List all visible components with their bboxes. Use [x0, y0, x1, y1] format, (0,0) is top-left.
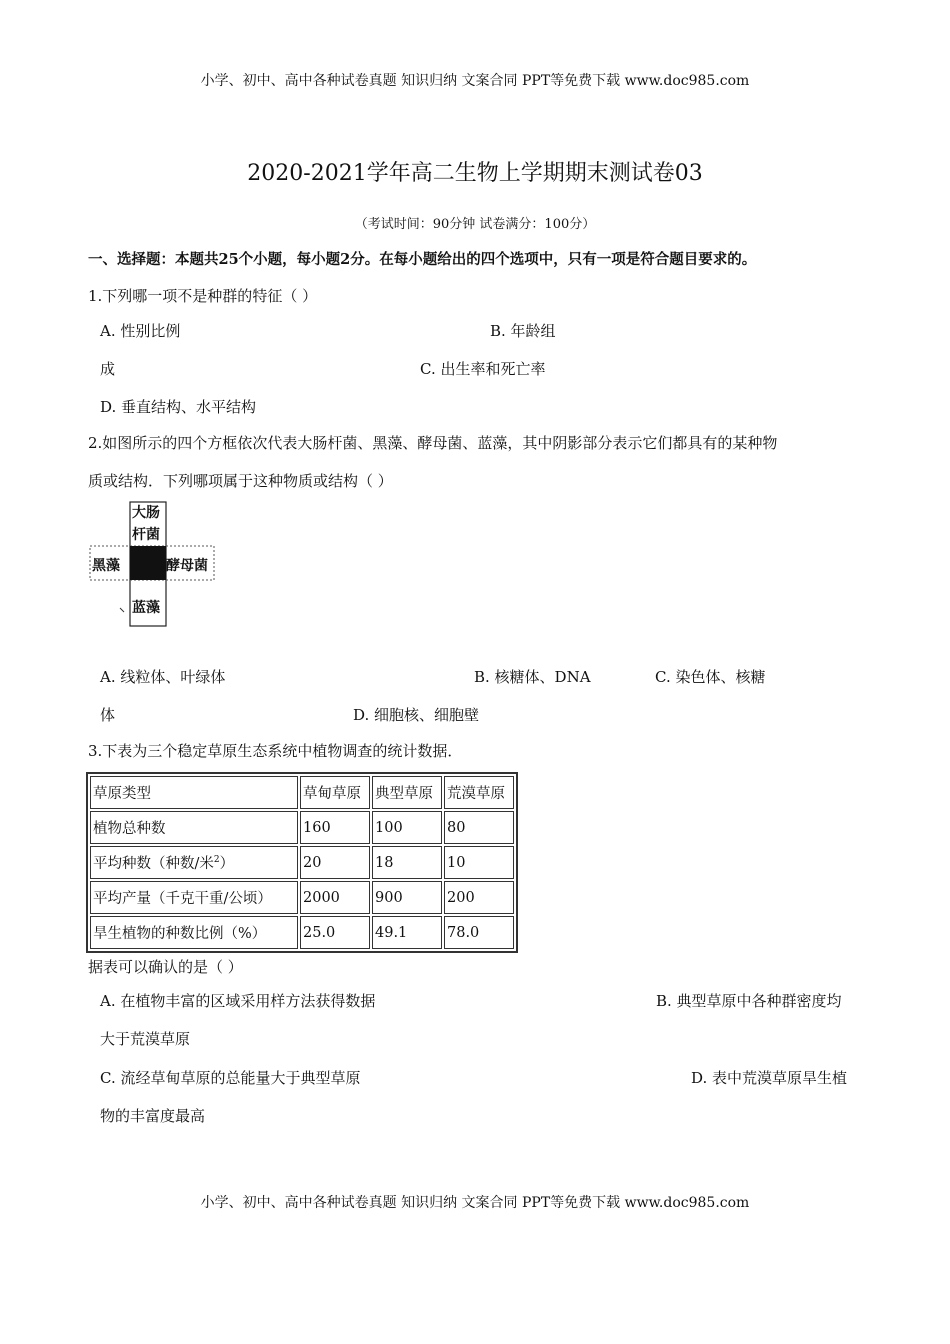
page-title: 2020-2021学年高二生物上学期期末测试卷03: [247, 161, 703, 186]
table-cell: 25.0: [300, 916, 370, 949]
table-cell: 10: [444, 846, 514, 879]
q2-stem-line1: 2.如图所示的四个方框依次代表大肠杆菌、黑藻、酵母菌、蓝藻，其中阴影部分表示它们都具有的某种物: [88, 434, 778, 452]
page-header: 小学、初中、高中各种试卷真题 知识归纳 文案合同 PPT等免费下载 www.doc985.com: [200, 73, 750, 89]
q1-option-c: C. 出生率和死亡率: [420, 360, 546, 378]
cell-text: 平均种数（种数/米: [93, 856, 214, 872]
table-cell: 100: [372, 811, 442, 844]
table-row: [90, 881, 514, 914]
q3-option-d: D. 表中荒漠草原旱生植: [691, 1069, 848, 1087]
grassland-table: [86, 772, 518, 953]
table-header-cell: 典型草原: [372, 776, 442, 809]
label-yeast: 酵母菌: [166, 558, 208, 574]
q1-stem: 1.下列哪一项不是种群的特征（ ）: [88, 287, 318, 305]
table-cell: 平均产量（千克干重/公顷）: [90, 881, 298, 914]
q3-option-b: B. 典型草原中各种群密度均: [656, 992, 842, 1010]
table-header-cell: 荒漠草原: [444, 776, 514, 809]
table-cell: 2000: [300, 881, 370, 914]
table-cell: 20: [300, 846, 370, 879]
table-header-cell: 草甸草原: [300, 776, 370, 809]
q1-option-d: D. 垂直结构、水平结构: [100, 398, 257, 416]
q3-option-d-cont: 物的丰富度最高: [100, 1107, 206, 1125]
table-cell: 160: [300, 811, 370, 844]
table-cell: [90, 846, 298, 879]
label-ecoli-1: 大肠: [132, 505, 160, 521]
q3-prompt: 据表可以确认的是（ ）: [88, 958, 243, 976]
table-cell: 49.1: [372, 916, 442, 949]
q2-option-b: B. 核糖体、DNA: [474, 668, 591, 686]
q2-option-a: A. 线粒体、叶绿体: [100, 668, 226, 686]
table-row: [90, 846, 514, 879]
table-cell: 78.0: [444, 916, 514, 949]
label-cyanobacteria: 蓝藻: [132, 600, 160, 616]
label-ecoli-2: 杆菌: [132, 527, 160, 543]
shaded-intersection: [130, 546, 166, 580]
q1-option-b: B. 年龄组: [490, 322, 556, 340]
table-cell: 900: [372, 881, 442, 914]
q1-option-a: A. 性别比例: [100, 322, 181, 340]
q3-option-c: C. 流经草甸草原的总能量大于典型草原: [100, 1069, 361, 1087]
q2-stem-line2: 质或结构．下列哪项属于这种物质或结构（ ）: [88, 472, 393, 490]
q1-option-b-cont: 成: [100, 360, 116, 378]
superscript: 2: [213, 855, 220, 866]
q3-option-a: A. 在植物丰富的区域采用样方法获得数据: [100, 992, 376, 1010]
exam-info: （考试时间：90分钟 试卷满分：100分）: [354, 217, 596, 232]
label-hydrilla: 黑藻: [92, 558, 120, 574]
q2-option-c: C. 染色体、核糖: [655, 668, 766, 686]
table-header-cell: 草原类型: [90, 776, 298, 809]
table-cell: 植物总种数: [90, 811, 298, 844]
cross-diagram: [88, 500, 218, 630]
table-cell: 旱生植物的种数比例（%）: [90, 916, 298, 949]
table-cell: 80: [444, 811, 514, 844]
page-footer: 小学、初中、高中各种试卷真题 知识归纳 文案合同 PPT等免费下载 www.doc985.com: [200, 1195, 750, 1211]
q3-option-b-cont: 大于荒漠草原: [100, 1030, 191, 1048]
q2-option-d: D. 细胞核、细胞壁: [353, 706, 480, 724]
table-cell: 200: [444, 881, 514, 914]
q3-stem: 3.下表为三个稳定草原生态系统中植物调查的统计数据．: [88, 742, 463, 760]
table-row: [90, 916, 514, 949]
section-heading: 一、选择题：本题共25个小题，每小题2分。在每小题给出的四个选项中，只有一项是符合题目要求的。: [88, 251, 757, 268]
cell-text-suffix: ）: [219, 856, 235, 872]
table-header-row: [90, 776, 514, 809]
table-cell: 18: [372, 846, 442, 879]
table-row: [90, 811, 514, 844]
q2-option-c-cont: 体: [100, 706, 116, 724]
